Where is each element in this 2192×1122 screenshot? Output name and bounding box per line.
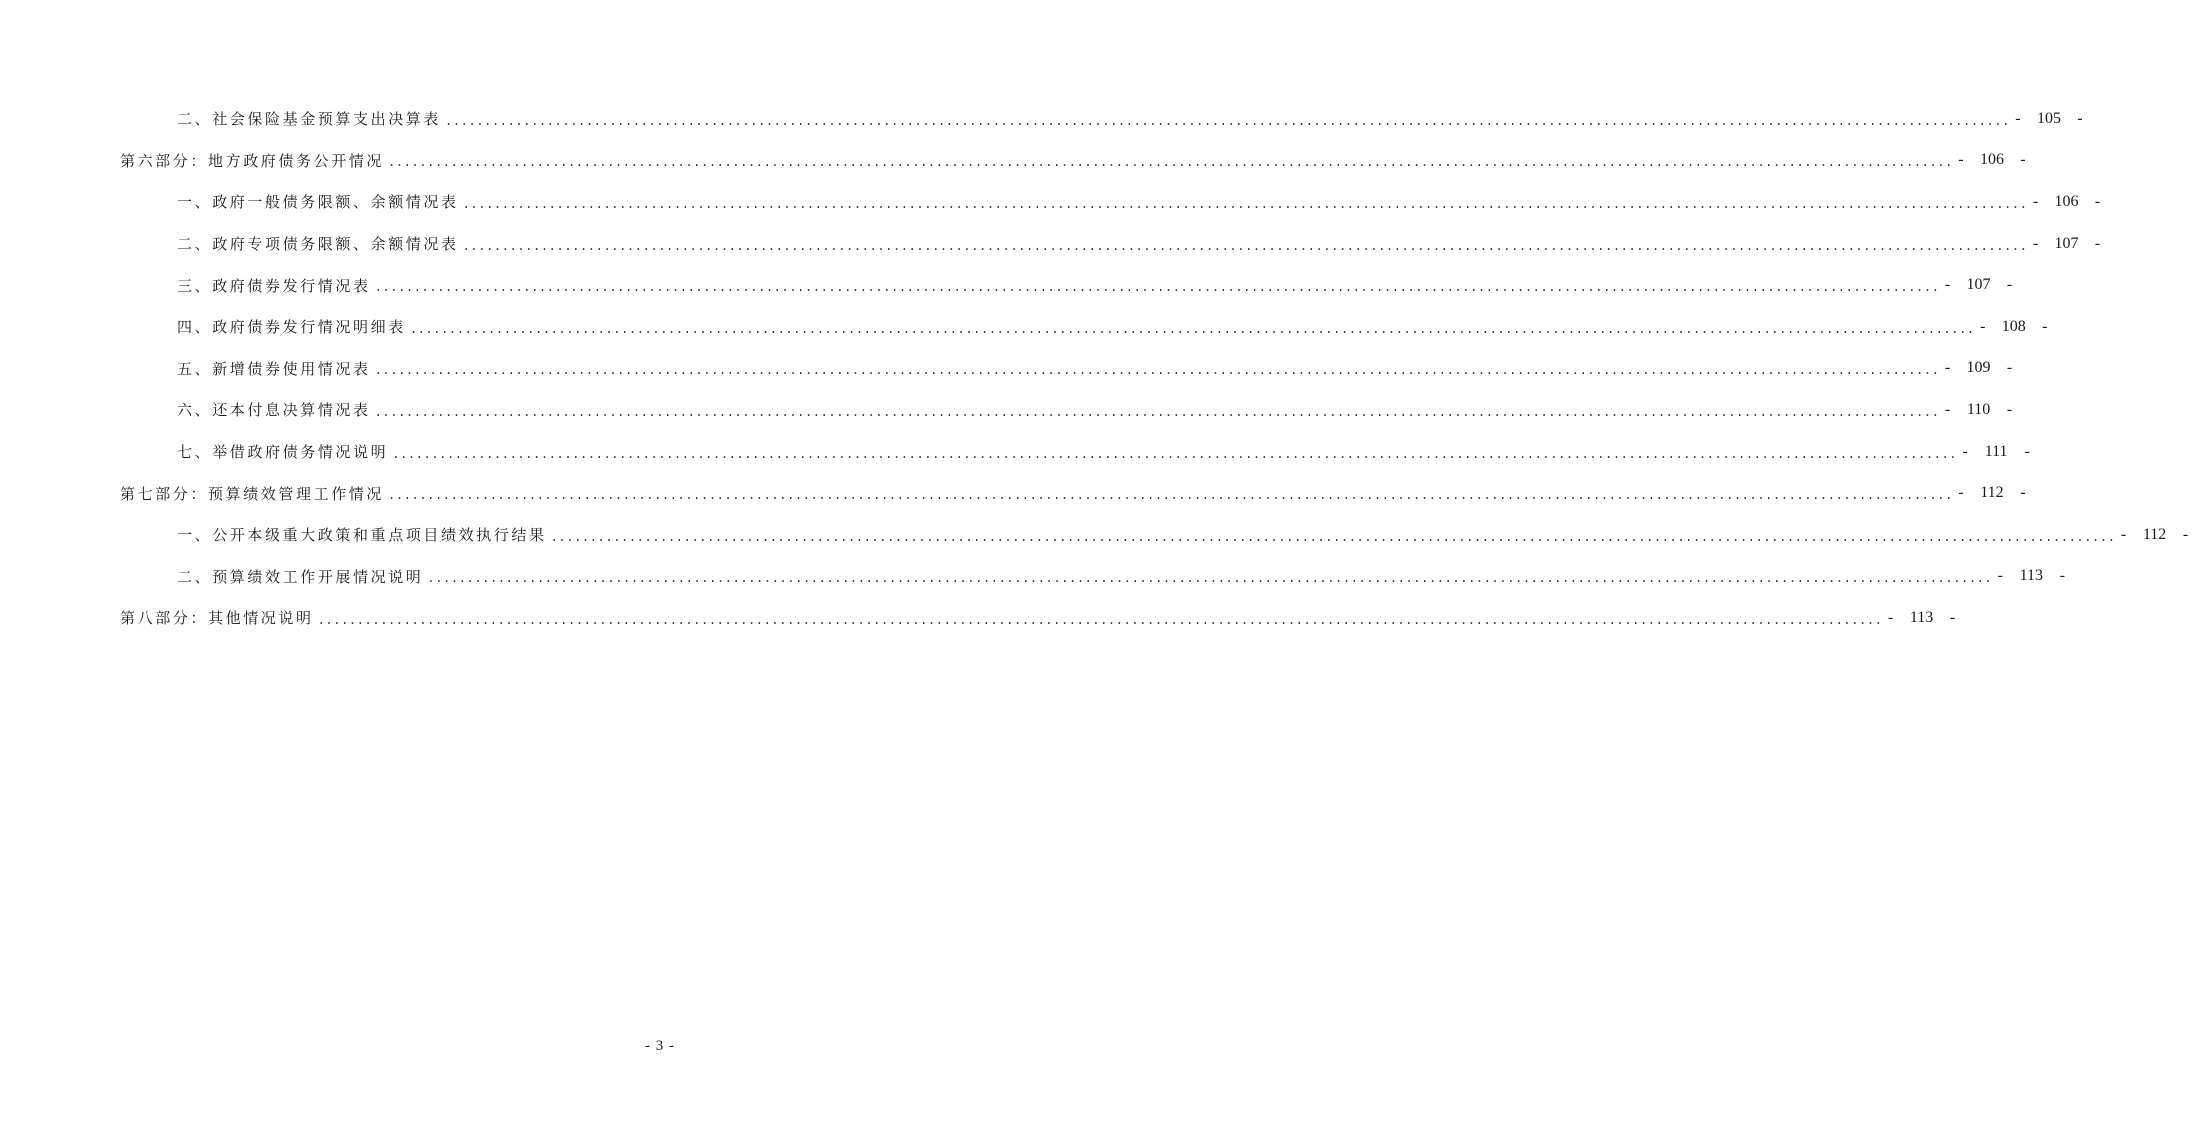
toc-entry[interactable] bbox=[0, 181, 2101, 223]
toc-entry[interactable] bbox=[0, 348, 2013, 390]
page-prefix: - bbox=[1997, 567, 2003, 585]
toc-entry-label: 一、公开本级重大政策和重点项目绩效执行结果 bbox=[177, 526, 547, 545]
toc-entry[interactable] bbox=[0, 514, 2189, 556]
toc-entry-page bbox=[1955, 484, 2029, 502]
toc-entry[interactable] bbox=[0, 306, 2048, 348]
toc-entry-label: 第六部分：地方政府债务公开情况 bbox=[120, 151, 385, 170]
page-prefix: - bbox=[1944, 359, 1951, 377]
page-number: 105 bbox=[2036, 109, 2061, 127]
dot-leader: ........................................................................................................................................................................................................ bbox=[462, 196, 2028, 211]
toc-entry-label: 第八部分：其他情况说明 bbox=[120, 609, 314, 628]
toc-entry-page bbox=[2030, 193, 2104, 211]
page-suffix: - bbox=[2077, 109, 2083, 127]
page-number: 113 bbox=[1909, 608, 1934, 626]
page-prefix: - bbox=[1887, 608, 1894, 626]
page-suffix: - bbox=[2020, 151, 2026, 169]
page-suffix: - bbox=[2006, 276, 2013, 294]
page-number: 106 bbox=[2054, 192, 2079, 210]
dot-leader: ........................................................................................................................................................................................................ bbox=[374, 404, 1940, 419]
page-suffix: - bbox=[2006, 400, 2013, 418]
toc-entry-label: 三、政府债券发行情况表 bbox=[177, 276, 371, 295]
toc-entry-label: 第七部分：预算绩效管理工作情况 bbox=[120, 484, 385, 503]
toc-entry-label: 二、预算绩效工作开展情况说明 bbox=[177, 567, 424, 586]
toc-entry-page bbox=[1885, 609, 1959, 627]
toc-entry[interactable] bbox=[0, 264, 2013, 306]
toc-entry-label: 四、政府债券发行情况明细表 bbox=[177, 318, 406, 337]
page-suffix: - bbox=[2094, 234, 2101, 252]
page-prefix: - bbox=[1944, 400, 1951, 418]
toc-entry-page bbox=[1994, 567, 2068, 585]
toc-entry-page bbox=[1959, 443, 2033, 461]
page-suffix: - bbox=[2042, 317, 2048, 335]
dot-leader: ........................................................................................................................................................................................................ bbox=[392, 446, 1958, 461]
page-number: 113 bbox=[2019, 567, 2044, 585]
toc-entry[interactable] bbox=[0, 431, 2030, 473]
toc-entry-page bbox=[1942, 359, 2016, 377]
page-footer-number: - 3 - bbox=[645, 1038, 675, 1054]
toc-entry[interactable] bbox=[0, 597, 1956, 639]
page-number: 108 bbox=[2001, 317, 2026, 335]
page-prefix: - bbox=[1980, 317, 1986, 335]
dot-leader: ........................................................................................................................................................................................................ bbox=[388, 488, 1953, 503]
page-suffix: - bbox=[2182, 525, 2189, 543]
page-suffix: - bbox=[2020, 484, 2026, 502]
toc-entry[interactable] bbox=[0, 556, 2065, 598]
dot-leader: ........................................................................................................................................................................................................ bbox=[445, 113, 2010, 128]
dot-leader: ........................................................................................................................................................................................................ bbox=[374, 280, 1940, 295]
dot-leader: ........................................................................................................................................................................................................ bbox=[427, 571, 1993, 586]
toc-entry-label: 七、举借政府债务情况说明 bbox=[177, 443, 389, 462]
dot-leader: ........................................................................................................................................................................................................ bbox=[388, 155, 1953, 170]
toc-entry-label: 六、还本付息决算情况表 bbox=[177, 401, 371, 420]
page-suffix: - bbox=[2094, 192, 2101, 210]
page-prefix: - bbox=[2015, 109, 2021, 127]
page-number: 112 bbox=[1980, 484, 2004, 502]
page-suffix: - bbox=[2059, 567, 2065, 585]
toc-entry[interactable] bbox=[0, 140, 2026, 182]
toc-entry[interactable] bbox=[0, 223, 2101, 265]
toc-entry-label: 二、政府专项债务限额、余额情况表 bbox=[177, 235, 459, 254]
page-suffix: - bbox=[2006, 359, 2013, 377]
page-prefix: - bbox=[1962, 442, 1968, 460]
page-number: 106 bbox=[1979, 151, 2004, 169]
toc-entry-page bbox=[2012, 110, 2086, 128]
toc-entry[interactable] bbox=[0, 472, 2026, 514]
page-prefix: - bbox=[2120, 525, 2127, 543]
page-number: 107 bbox=[1966, 276, 1991, 294]
table-of-contents bbox=[0, 98, 2189, 639]
page-prefix: - bbox=[2032, 234, 2039, 252]
page-prefix: - bbox=[2032, 192, 2039, 210]
page-number: 109 bbox=[1966, 359, 1991, 377]
toc-entry[interactable] bbox=[0, 98, 2083, 140]
toc-entry-page bbox=[2118, 526, 2192, 544]
page-prefix: - bbox=[1958, 484, 1964, 502]
page-number: 107 bbox=[2054, 234, 2079, 252]
toc-entry[interactable] bbox=[0, 389, 2013, 431]
toc-entry-page bbox=[1977, 318, 2051, 336]
toc-entry-label: 二、社会保险基金预算支出决算表 bbox=[177, 110, 442, 129]
page-prefix: - bbox=[1944, 276, 1951, 294]
toc-entry-page bbox=[2030, 235, 2104, 253]
dot-leader: ........................................................................................................................................................................................................ bbox=[374, 363, 1940, 378]
page-number: 112 bbox=[2142, 525, 2167, 543]
page-suffix: - bbox=[1949, 608, 1956, 626]
toc-entry-label: 五、新增债券使用情况表 bbox=[177, 359, 371, 378]
dot-leader: ........................................................................................................................................................................................................ bbox=[550, 529, 2116, 544]
page-suffix: - bbox=[2024, 442, 2030, 460]
dot-leader: ........................................................................................................................................................................................................ bbox=[409, 321, 1975, 336]
dot-leader: ........................................................................................................................................................................................................ bbox=[317, 612, 1883, 627]
toc-entry-page bbox=[1942, 276, 2016, 294]
dot-leader: ........................................................................................................................................................................................................ bbox=[462, 238, 2028, 253]
toc-entry-label: 一、政府一般债务限额、余额情况表 bbox=[177, 193, 459, 212]
toc-entry-page bbox=[1955, 151, 2029, 169]
toc-entry-page bbox=[1942, 401, 2016, 419]
page-number: 111 bbox=[1984, 442, 2008, 460]
page-prefix: - bbox=[1958, 151, 1964, 169]
page-number: 110 bbox=[1966, 400, 1991, 418]
